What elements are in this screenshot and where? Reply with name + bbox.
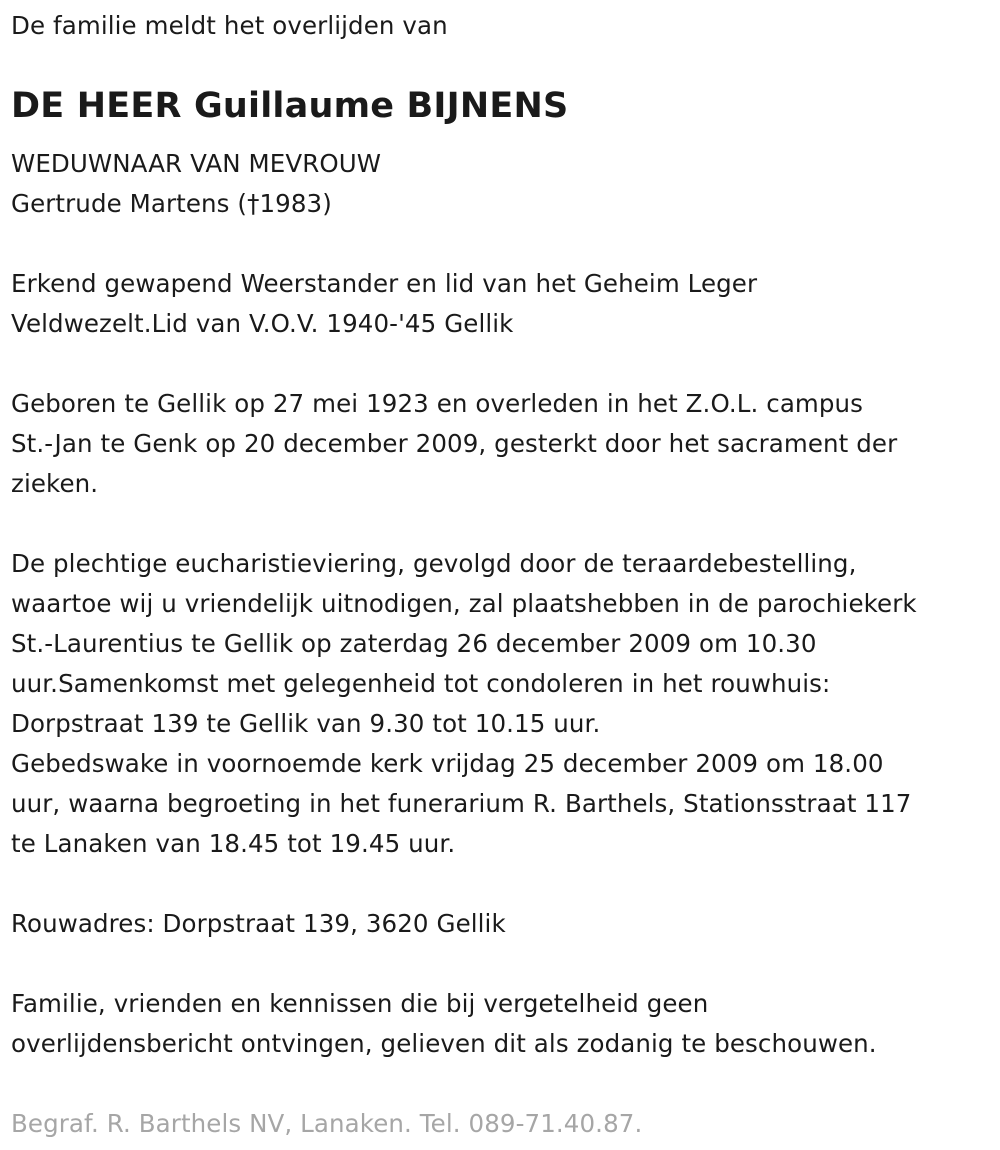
spacer: [11, 504, 991, 544]
paragraph-line: uur.Samenkomst met gelegenheid tot condoleren in het rouwhuis:: [11, 669, 831, 698]
paragraph-line: St.-Jan te Genk op 20 december 2009, gesterkt door het sacrament der: [11, 429, 898, 458]
intro-text: De familie meldt het overlijden van: [11, 11, 448, 40]
paragraph-line: zieken.: [11, 469, 99, 498]
paragraph-line: Veldwezelt.Lid van V.O.V. 1940-'45 Gellik: [11, 309, 514, 338]
notice-paragraph: [11, 984, 991, 1064]
birth-death-paragraph: [11, 384, 991, 504]
paragraph-line: overlijdensbericht ontvingen, gelieven dit als zodanig te beschouwen.: [11, 1029, 877, 1058]
paragraph-line: Dorpstraat 139 te Gellik van 9.30 tot 10.15 uur.: [11, 709, 601, 738]
widower-line: WEDUWNAAR VAN MEVROUW: [11, 149, 382, 178]
spacer: [11, 944, 991, 984]
obituary-notice: [11, 6, 991, 1144]
paragraph-line: St.-Laurentius te Gellik op zaterdag 26 december 2009 om 10.30: [11, 629, 817, 658]
paragraph-line: Gebedswake in voornoemde kerk vrijdag 25 december 2009 om 18.00: [11, 749, 884, 778]
paragraph-line: De plechtige eucharistieviering, gevolgd door de teraardebestelling,: [11, 549, 857, 578]
spacer: [11, 344, 991, 384]
paragraph-line: Geboren te Gellik op 27 mei 1923 en overleden in het Z.O.L. campus: [11, 389, 864, 418]
paragraph-line: uur, waarna begroeting in het funerarium R. Barthels, Stationsstraat 117: [11, 789, 912, 818]
deceased-name: DE HEER Guillaume BIJNENS: [11, 86, 569, 126]
spouse-line: Gertrude Martens (†1983): [11, 189, 332, 218]
spacer: [11, 224, 991, 264]
paragraph-line: waartoe wij u vriendelijk uitnodigen, zal plaatshebben in de parochiekerk: [11, 589, 917, 618]
ceremony-paragraph: [11, 544, 991, 864]
spacer: [11, 864, 991, 904]
paragraph-line: Familie, vrienden en kennissen die bij vergetelheid geen: [11, 989, 709, 1018]
paragraph-line: te Lanaken van 18.45 tot 19.45 uur.: [11, 829, 456, 858]
resistance-paragraph: [11, 264, 991, 344]
mourning-address: Rouwadres: Dorpstraat 139, 3620 Gellik: [11, 909, 506, 938]
spacer: [11, 1064, 991, 1104]
funeral-home-footer: Begraf. R. Barthels NV, Lanaken. Tel. 089-71.40.87.: [11, 1109, 643, 1138]
paragraph-line: Erkend gewapend Weerstander en lid van het Geheim Leger: [11, 269, 758, 298]
